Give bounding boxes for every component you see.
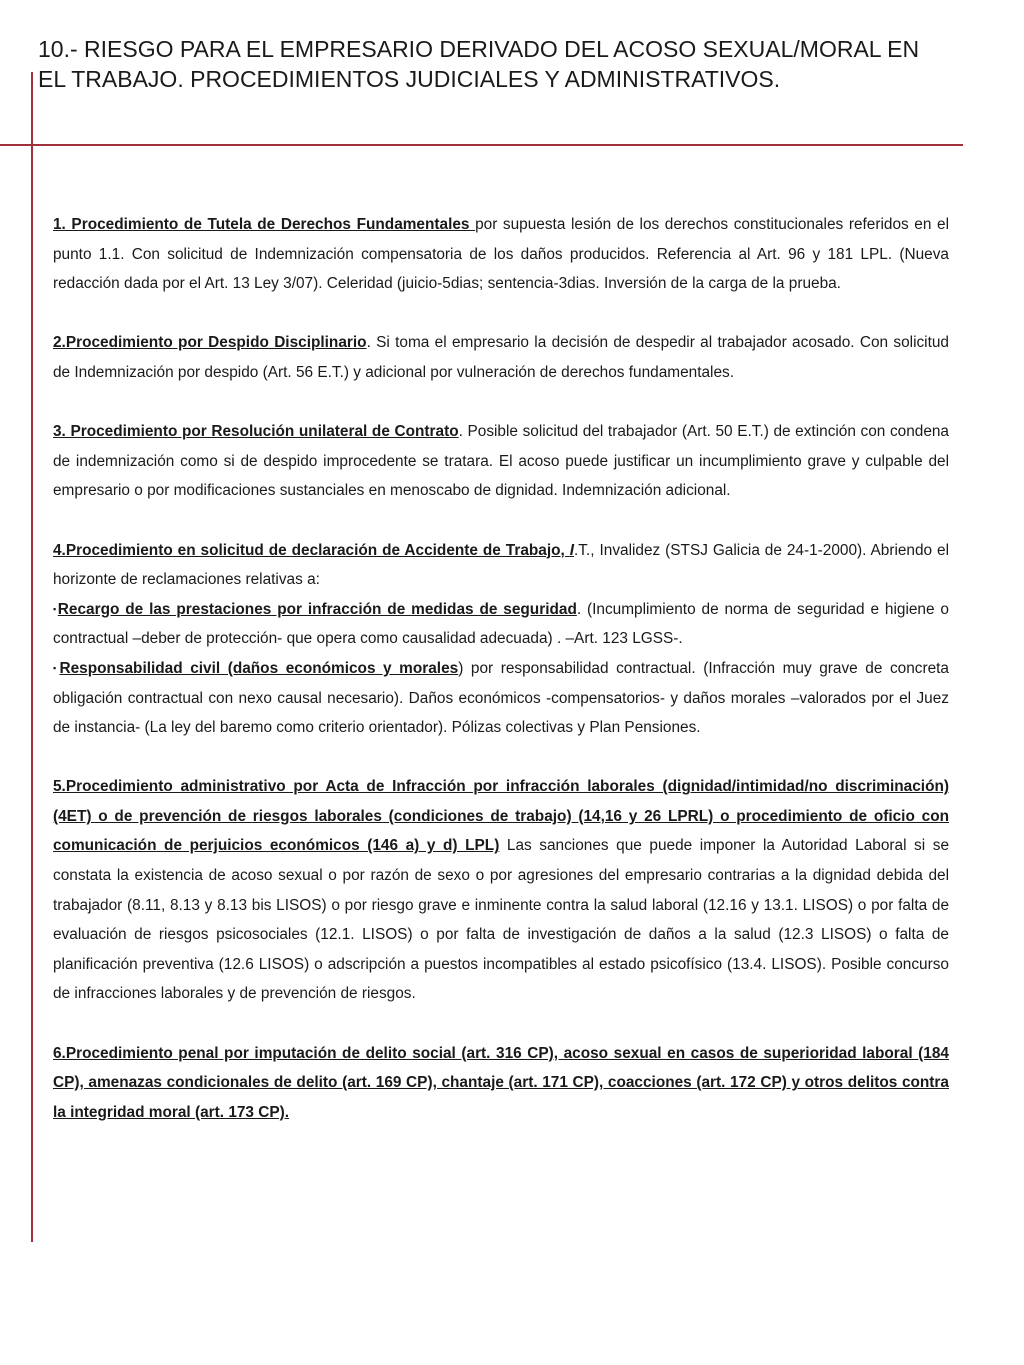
bullet-1-body: . (Incumplimiento de norma de seguridad e higiene o contractual –deber de protección- que opera como causalidad adecuada) . –Art. 123 LGSS-. — [53, 600, 949, 648]
section-6 — [53, 1039, 949, 1128]
section-6-heading: 6.Procedimiento penal por imputación de delito social (art. 316 CP), acoso sexual en casos de superioridad laboral (184 CP), amenazas condicionales de delito (art. 169 CP), chantaje (art. 171 CP), coacciones (art. 172 CP) y otros delitos contra la integridad moral (art. 173 CP). — [53, 1044, 949, 1121]
section-2-body: . Si toma el empresario la decisión de despedir al trabajador acosado. Con solicitud de Indemnización por despido (Art. 56 E.T.) y adicional por vulneración de derechos fundamentales. — [53, 334, 949, 381]
section-2 — [53, 328, 949, 387]
bullet-2-body: ) por responsabilidad contractual. (Infracción muy grave de concreta obligación contractual con nexo causal necesario). Daños económicos -compensatorios- y daños morales –valorados por el Juez de instancia- (La ley del baremo como criterio orientador). Pólizas colectivas y Plan Pensiones. — [53, 659, 949, 737]
section-4-heading-italic: I — [569, 541, 575, 559]
header-rule — [0, 144, 963, 146]
page-title: 10.- RIESGO PARA EL EMPRESARIO DERIVADO DEL ACOSO SEXUAL/MORAL EN EL TRABAJO. PROCEDIMIENTOS JUDICIALES Y ADMINISTRATIVOS. — [38, 36, 920, 92]
section-1-heading: 1. Procedimiento de Tutela de Derechos Fundamentales — [53, 216, 476, 233]
left-margin-rule — [31, 72, 33, 1242]
section-3 — [53, 417, 949, 506]
section-4-bullet-2 — [53, 654, 949, 743]
section-5 — [53, 772, 949, 1009]
section-3-body: . Posible solicitud del trabajador (Art. 50 E.T.) de extinción con condena de indemnización como si de despido improcedente se tratara. El acoso puede justificar un incumplimiento grave y culpable del empresario o por modificaciones sustanciales en menoscabo de dignidad. Indemnización adicional. — [53, 423, 949, 500]
section-1 — [53, 210, 949, 299]
square-bullet-icon: ▪ — [53, 662, 60, 673]
square-bullet-icon: ▪ — [53, 603, 58, 614]
section-5-body: Las sanciones que puede imponer la Autoridad Laboral si se constata la existencia de acoso sexual o por razón de sexo o por agresiones del empresario contrarias a la dignidad debida del trabajador (8.11, 8.13 y 8.13 bis LISOS) o por riesgo grave e inminente contra la salud laboral (12.16 y 13.1. LISOS) o por falta de evaluación de riesgos psicosociales (12.1. LISOS) o por falta de investigación de daños a la salud (12.3 LISOS) o falta de planificación preventiva (12.6 LISOS) o adscripción a puestos incompatibles al estado psicofísico (13.4. LISOS). Posible concurso de infracciones laborales y de prevención de riesgos. — [53, 837, 950, 1003]
bullet-2-heading: Responsabilidad civil (daños económicos y morales — [59, 659, 459, 677]
section-4 — [53, 536, 949, 595]
section-2-heading: 2.Procedimiento por Despido Disciplinario — [53, 334, 367, 352]
section-4-body: .T., Invalidez (STSJ Galicia de 24-1-2000). Abriendo el horizonte de reclamaciones relativas a: — [53, 541, 950, 589]
bullet-1-heading: Recargo de las prestaciones por infracción de medidas de seguridad — [57, 600, 577, 618]
section-3-heading: 3. Procedimiento por Resolución unilateral de Contrato — [53, 423, 459, 441]
section-5-heading: 5.Procedimiento administrativo por Acta de Infracción por infracción laborales (dignidad/intimidad/no discriminación) (4ET) o de prevención de riesgos laborales (condiciones de trabajo) (14,16 y 26 LPRL) o procedimiento de oficio con comunicación de perjuicios económicos (146 a) y d) LPL) — [53, 778, 949, 855]
section-4-heading: 4.Procedimiento en solicitud de declaración de Accidente de Trabajo, — [53, 541, 570, 559]
section-4-bullet-1 — [53, 595, 949, 654]
document-body — [53, 210, 949, 1127]
section-1-body: por supuesta lesión de los derechos constitucionales referidos en el punto 1.1. Con solicitud de Indemnización compensatoria de los daños producidos. Referencia al Art. 96 y 181 LPL. (Nueva redacción dada por el Art. 13 Ley 3/07). Celeridad (juicio-5dias; sentencia-3dias. Inversión de la carga de la prueba. — [53, 216, 949, 293]
